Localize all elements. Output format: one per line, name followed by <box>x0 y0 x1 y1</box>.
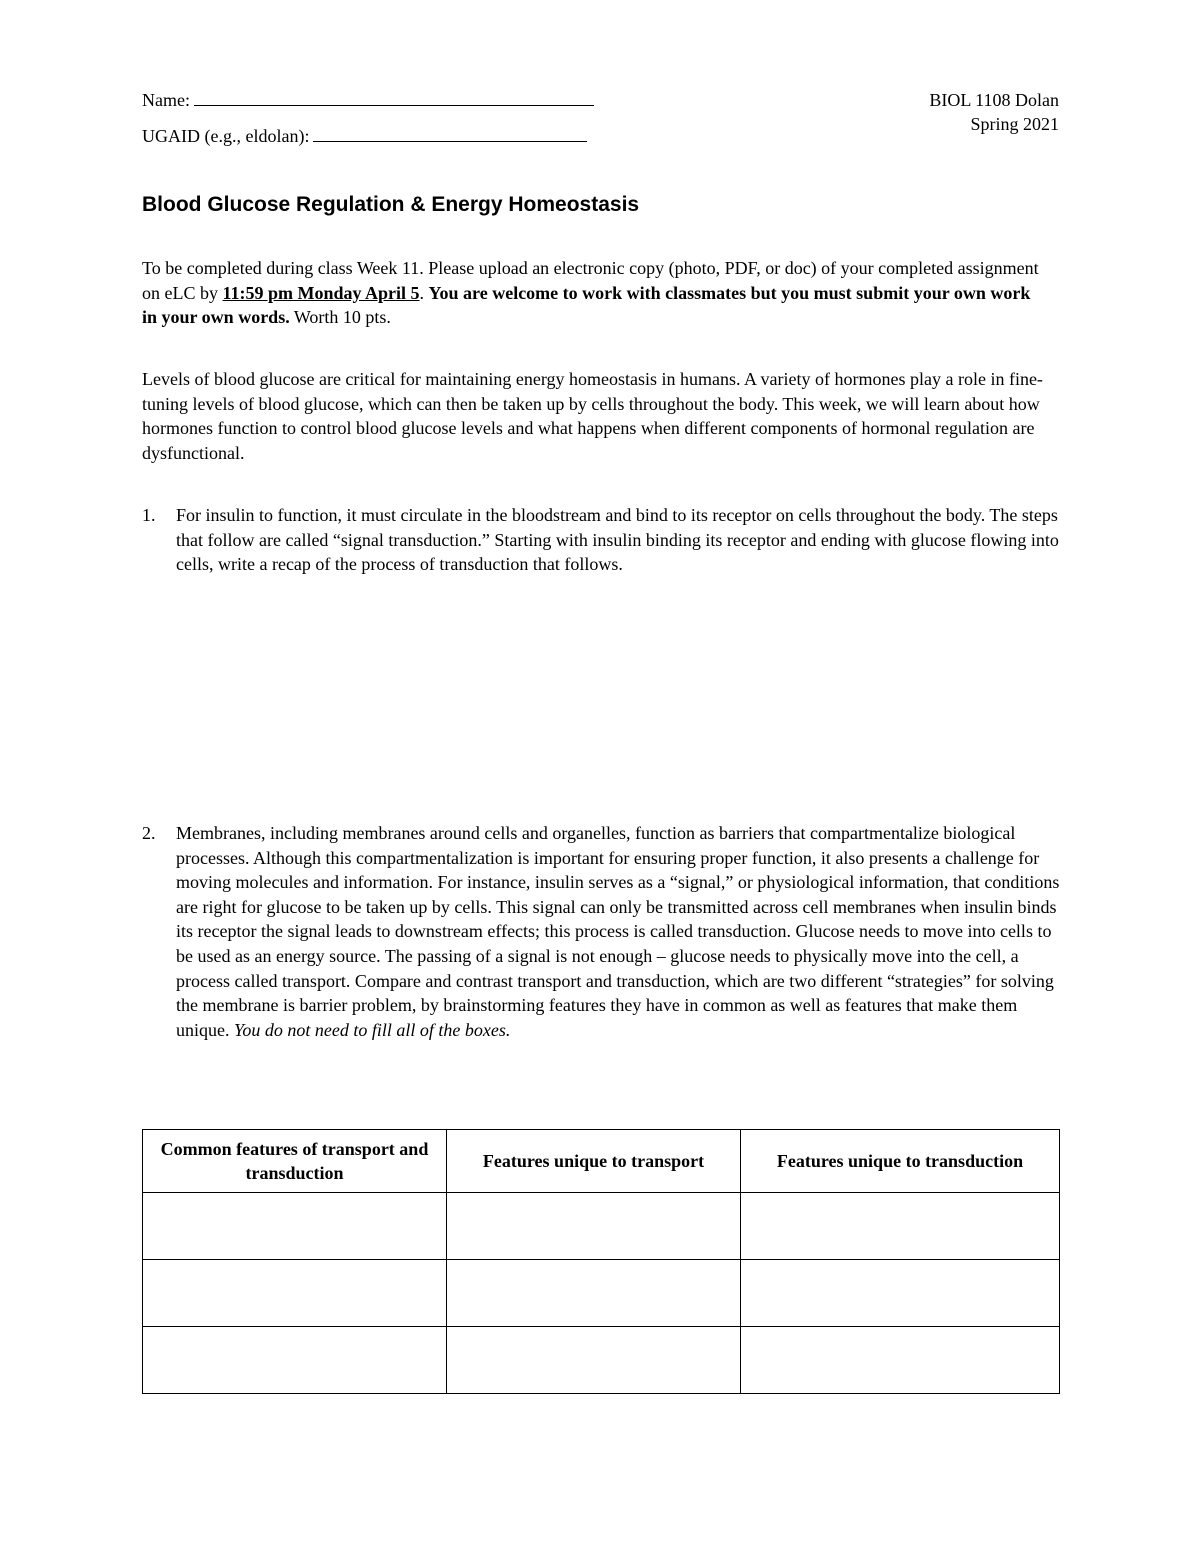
table-cell[interactable] <box>447 1327 741 1394</box>
header-unique-transduction: Features unique to transduction <box>741 1130 1060 1193</box>
collaboration-note: You are welcome to work with classmates but you must submit your own work in your own words. <box>142 282 1031 328</box>
question-note: You do not need to fill all of the boxes. <box>234 1019 511 1040</box>
question-1 <box>142 503 1062 577</box>
instructions-sep: . <box>419 282 429 303</box>
course-term: Spring 2021 <box>970 114 1059 134</box>
question-text: For insulin to function, it must circulate in the bloodstream and bind to its receptor on cells throughout the body. The steps that follow are called “signal transduction.” Starting with insulin binding its receptor and ending with glucose flowing into cells, write a recap of the process of transduction that follows. <box>176 505 1059 575</box>
instructions-text: To be completed during class Week 11. Please upload an electronic copy (photo, PDF, or doc) of your completed assignment on eLC by <box>142 258 1039 303</box>
deadline-text: 11:59 pm Monday April 5 <box>222 282 420 303</box>
question-text-container <box>176 821 1062 1042</box>
header-unique-transport: Features unique to transport <box>447 1130 741 1193</box>
question-number: 1. <box>142 505 156 525</box>
table-row <box>143 1193 1060 1260</box>
name-label: Name: <box>142 90 190 110</box>
question-text: Membranes, including membranes around cells and organelles, function as barriers that compartmentalize biological processes. Although this compartmentalization is important for ensuring proper function, it also presents a challenge for moving molecules and information. For instance, insulin serves as a “signal,” or physiological information, that conditions are right for glucose to be taken up by cells. This signal can only be transmitted across cell membranes when insulin binds its receptor the signal leads to downstream effects; this process is called transduction. Glucose needs to move into cells to be used as an energy source. The passing of a signal is not enough – glucose needs to physically move into the cell, a process called transport. Compare and contrast transport and transduction, which are two different “strategies” for solving the membrane is barrier problem, by brainstorming features they have in common as well as features that make them unique. <box>176 823 1060 1040</box>
ugaid-blank[interactable] <box>313 125 587 142</box>
table-header-row <box>143 1130 1060 1193</box>
table-row <box>143 1327 1060 1394</box>
course-info <box>929 88 1059 136</box>
table-cell[interactable] <box>143 1193 447 1260</box>
table-cell[interactable] <box>741 1193 1060 1260</box>
table-cell[interactable] <box>447 1193 741 1260</box>
ugaid-label: UGAID (e.g., eldolan): <box>142 126 310 146</box>
ugaid-line <box>142 124 594 148</box>
name-blank[interactable] <box>194 89 594 106</box>
table-cell[interactable] <box>741 1327 1060 1394</box>
name-line <box>142 88 594 112</box>
student-info <box>142 88 594 148</box>
features-table <box>142 1129 1060 1394</box>
table-row <box>143 1260 1060 1327</box>
table-cell[interactable] <box>143 1327 447 1394</box>
points-text: Worth 10 pts. <box>289 307 391 328</box>
table-cell[interactable] <box>143 1260 447 1327</box>
question-number: 2. <box>142 823 156 843</box>
header-common-features: Common features of transport and transduction <box>143 1130 447 1193</box>
page-title: Blood Glucose Regulation & Energy Homeostasis <box>142 193 640 216</box>
intro-paragraph: Levels of blood glucose are critical for maintaining energy homeostasis in humans. A variety of hormones play a role in fine-tuning levels of blood glucose, which can then be taken up by cells throughout the body. This week, we will learn about how hormones function to control blood glucose levels and what happens when different components of hormonal regulation are dysfunctional. <box>142 369 1043 463</box>
table-cell[interactable] <box>447 1260 741 1327</box>
course-name: BIOL 1108 Dolan <box>929 90 1059 110</box>
table-cell[interactable] <box>741 1260 1060 1327</box>
question-2 <box>142 821 1062 1042</box>
instructions-paragraph <box>142 256 1047 330</box>
